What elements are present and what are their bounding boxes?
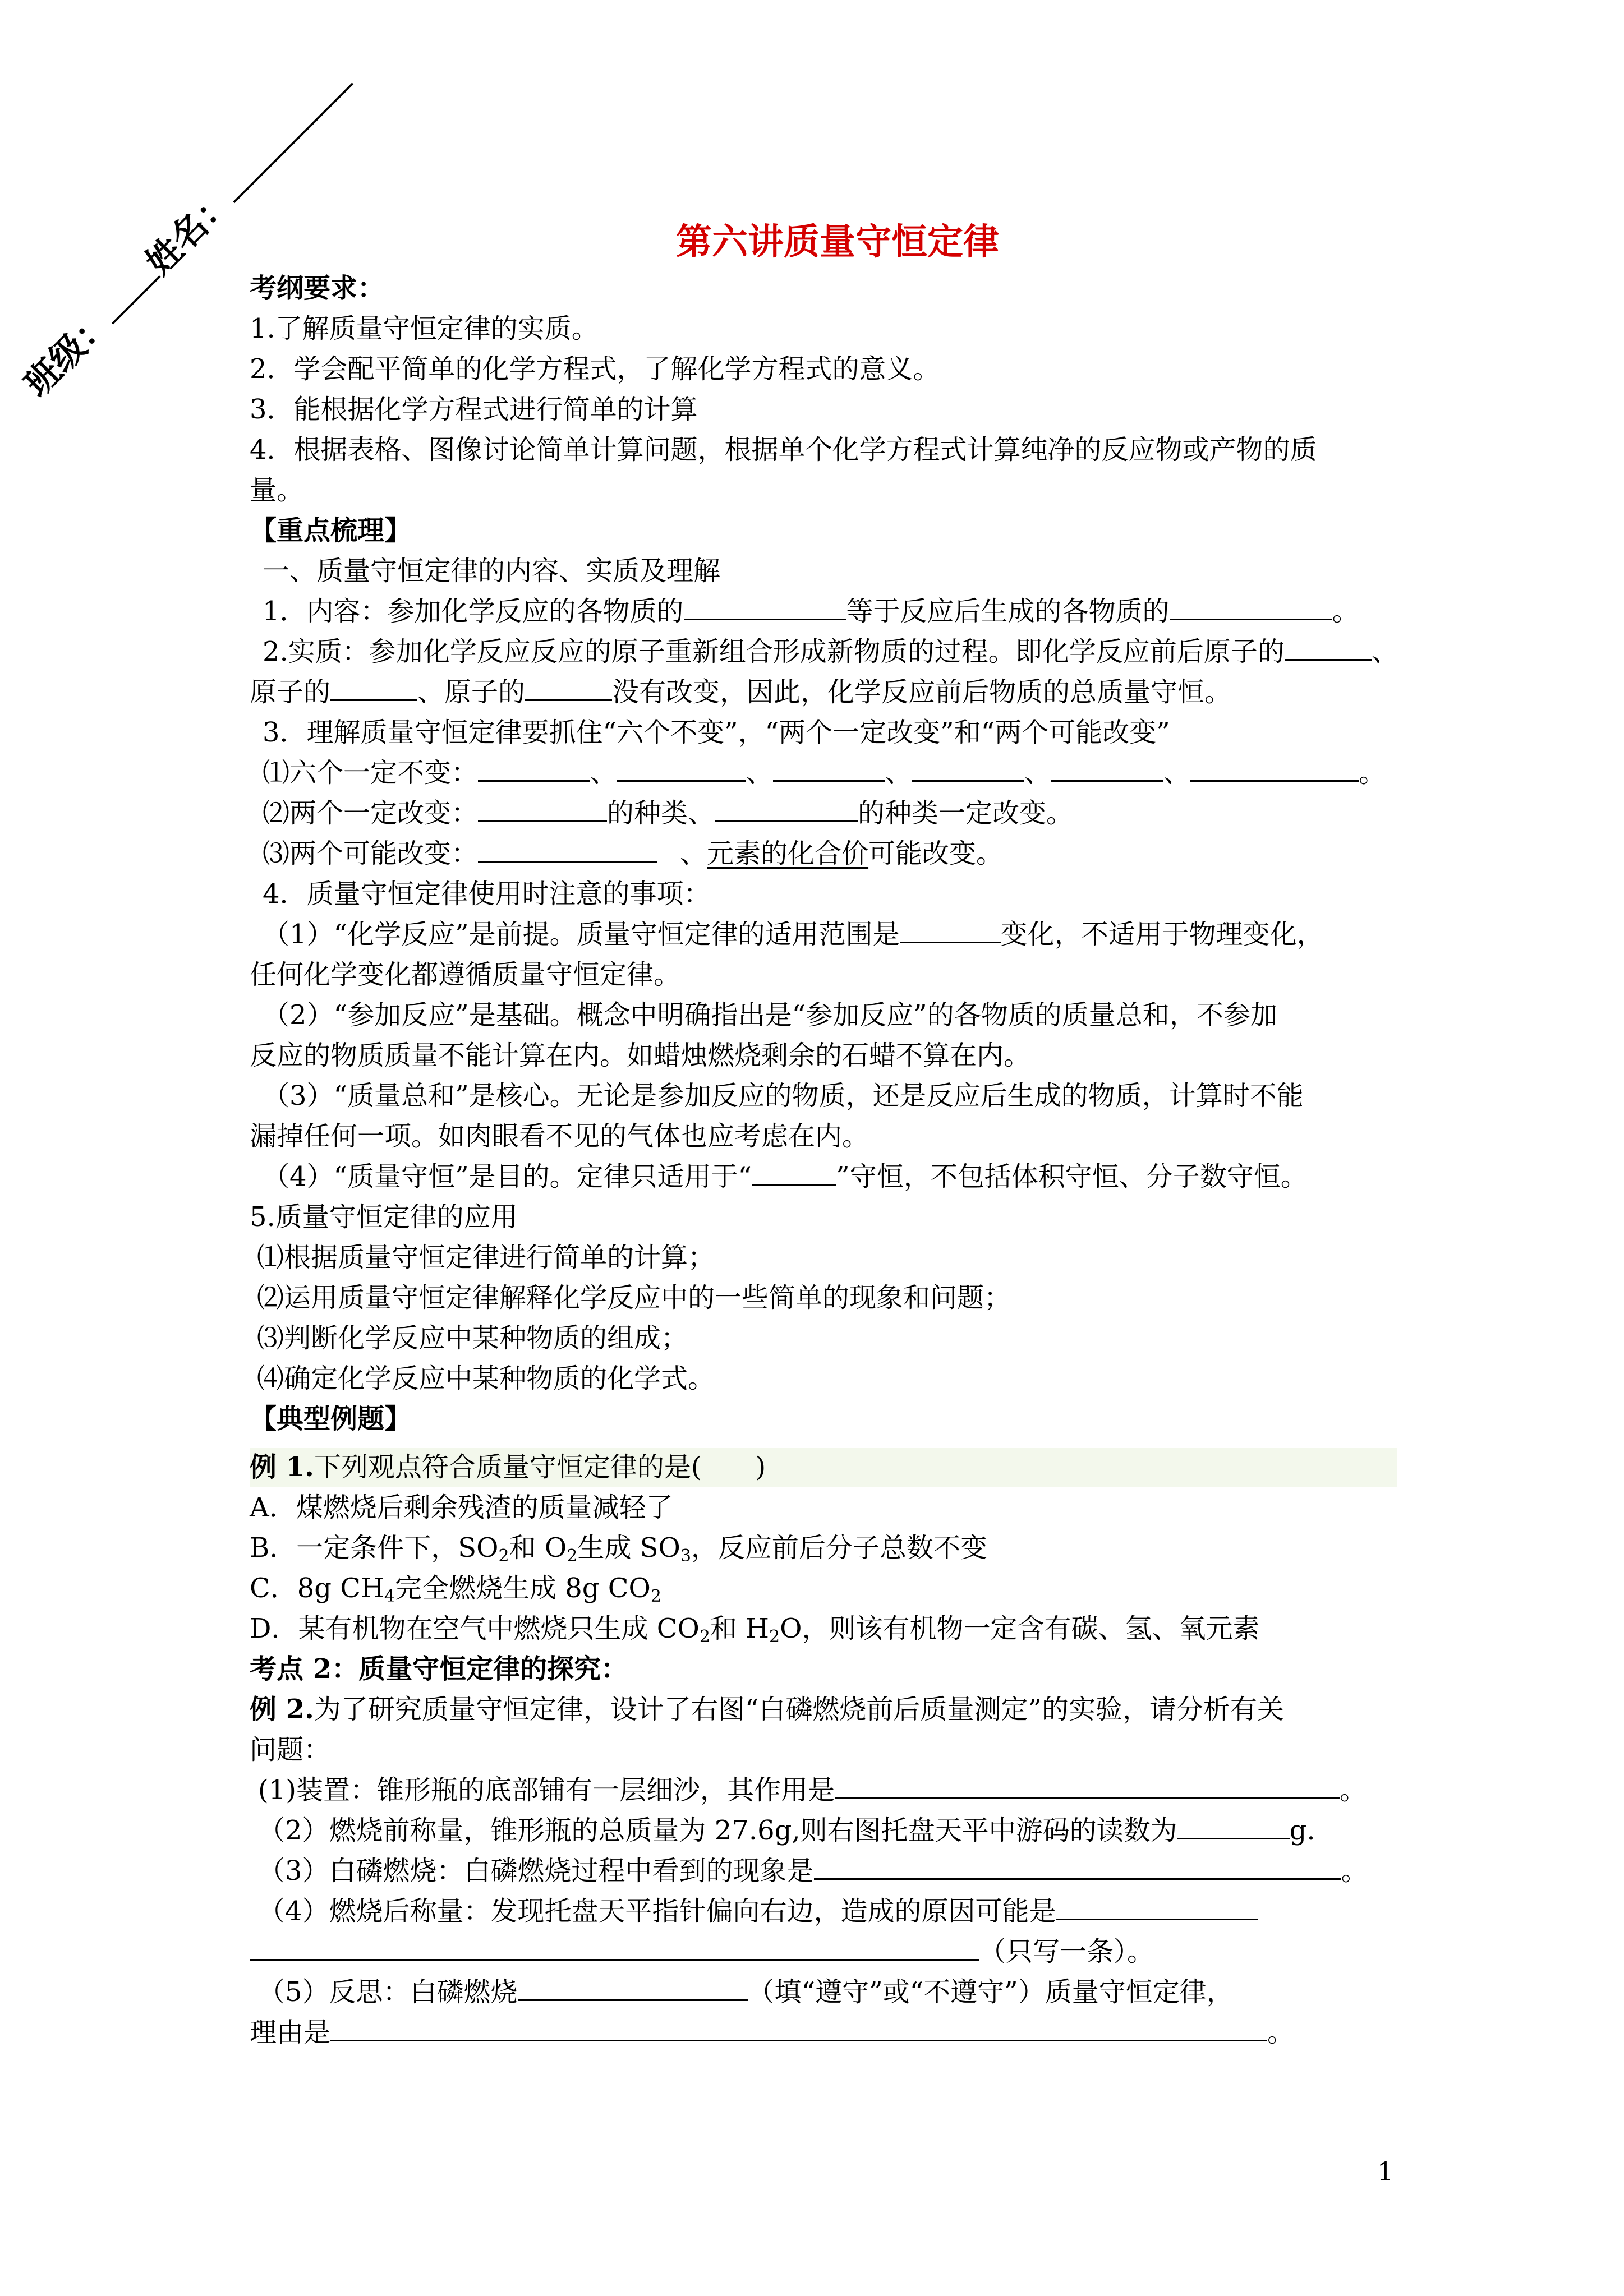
- text: （填“遵守”或“不遵守”）质量守恒定律，: [747, 1976, 1234, 2008]
- fill-blank[interactable]: [518, 1975, 748, 2001]
- text: ”守恒，不包括体积守恒、分子数守恒。: [836, 1161, 1308, 1192]
- fill-blank[interactable]: [478, 755, 590, 782]
- content-line: 问题：: [250, 1734, 331, 1765]
- fill-blank[interactable]: [478, 796, 607, 822]
- content-line: [263, 836, 1003, 872]
- content-line: （2）“参加反应”是基础。概念中明确指出是“参加反应”的各物质的质量总和，不参加: [263, 999, 1277, 1031]
- text: 。: [1341, 1855, 1368, 1887]
- content-line: [263, 593, 1359, 629]
- question-4: [258, 1893, 1258, 1929]
- text: 理由是: [250, 2017, 331, 2048]
- text: 、: [590, 757, 618, 789]
- underlined-text: 元素的化合价: [707, 838, 869, 869]
- content-line: ⑵运用质量守恒定律解释化学反应中的一些简单的现象和问题；: [257, 1282, 1011, 1313]
- question-2: [258, 1813, 1315, 1848]
- class-blank[interactable]: [96, 260, 161, 325]
- text: 为了研究质量守恒定律，设计了右图“白磷燃烧前后质量测定”的实验，请分析有关: [314, 1694, 1284, 1725]
- class-label: 班级：: [16, 301, 119, 404]
- syllabus-item: 2．学会配平简单的化学方程式，了解化学方程式的意义。: [250, 353, 940, 385]
- question-5-cont: [250, 2014, 1294, 2050]
- text: D．某有机物在空气中燃烧只生成 CO: [250, 1613, 700, 1644]
- subscript: 2: [498, 1546, 509, 1566]
- fill-blank[interactable]: [330, 2015, 1267, 2041]
- text: 可能改变。: [868, 838, 1004, 869]
- question-1: [258, 1772, 1367, 1808]
- question-5: [258, 1974, 1234, 2010]
- text: g.: [1289, 1815, 1315, 1846]
- option-b: [250, 1530, 987, 1574]
- text: O，则该有机物一定含有碳、氢、氧元素: [780, 1613, 1260, 1644]
- example-label: 例 1.: [250, 1451, 314, 1483]
- text: 、原子的: [417, 676, 526, 708]
- option-d: [250, 1611, 1260, 1655]
- fill-blank[interactable]: [912, 755, 1024, 782]
- fill-blank[interactable]: [250, 1934, 979, 1961]
- subscript: 4: [384, 1587, 395, 1606]
- content-line: 任何化学变化都遵循质量守恒定律。: [250, 959, 681, 990]
- kp2-heading: 考点 2：质量守恒定律的探究：: [250, 1653, 628, 1685]
- text: ⑴六个一定不变：: [263, 757, 479, 789]
- text: 等于反应后生成的各物质的: [846, 596, 1170, 627]
- text: 没有改变，因此，化学反应前后物质的总质量守恒。: [612, 676, 1232, 708]
- text: 生成 SO: [577, 1532, 680, 1564]
- text: 。: [1332, 596, 1359, 627]
- fill-blank[interactable]: [1051, 755, 1163, 782]
- fill-blank[interactable]: [1285, 634, 1372, 661]
- page-title: 第六讲质量守恒定律: [676, 222, 999, 263]
- content-line: ⑴根据质量守恒定律进行简单的计算；: [257, 1242, 715, 1273]
- fill-blank[interactable]: [752, 1159, 836, 1186]
- text: 的种类、: [607, 797, 715, 829]
- subscript: 2: [699, 1627, 710, 1647]
- content-line: 反应的物质质量不能计算在内。如蜡烛燃烧剩余的石蜡不算在内。: [250, 1040, 1031, 1071]
- question-3: [258, 1853, 1368, 1889]
- text: （2）燃烧前称量，锥形瓶的总质量为 27.6g,则右图托盘天平中游码的读数为: [258, 1815, 1177, 1846]
- fill-blank[interactable]: [1190, 755, 1359, 782]
- subscript: 2: [769, 1627, 780, 1647]
- fill-blank[interactable]: [684, 594, 846, 620]
- text: ⑶两个可能改变：: [263, 838, 479, 869]
- text: 原子的: [250, 676, 331, 708]
- content-line: [250, 674, 1231, 710]
- text: 和 H: [710, 1613, 770, 1644]
- syllabus-item: 1.了解质量守恒定律的实质。: [250, 313, 599, 344]
- text: 下列观点符合质量守恒定律的是( ): [314, 1451, 766, 1483]
- syllabus-item: 3．能根据化学方程式进行简单的计算: [250, 394, 698, 425]
- content-line: [263, 916, 1324, 952]
- fill-blank[interactable]: [900, 917, 1001, 943]
- fill-blank[interactable]: [617, 755, 746, 782]
- text: （5）反思：白磷燃烧: [258, 1976, 518, 2008]
- syllabus-item: 量。: [250, 474, 304, 506]
- fill-blank[interactable]: [715, 796, 858, 822]
- text: 。: [1267, 2017, 1295, 2048]
- text: （4）“质量守恒”是目的。定律只适用于“: [263, 1161, 752, 1192]
- text: 、: [1371, 636, 1398, 667]
- fill-blank[interactable]: [1177, 1813, 1290, 1839]
- key-points-heading: 【重点梳理】: [250, 515, 412, 546]
- fill-blank[interactable]: [835, 1773, 1340, 1799]
- examples-heading: 【典型例题】: [250, 1403, 412, 1435]
- text: 1．内容：参加化学反应的各物质的: [263, 596, 684, 627]
- example-2-question: [250, 1691, 1284, 1727]
- name-label: 姓名：: [137, 180, 241, 283]
- example-1-question: [250, 1449, 766, 1485]
- subscript: 3: [680, 1546, 691, 1566]
- content-line: [263, 795, 1073, 831]
- example-label: 例 2.: [250, 1694, 314, 1725]
- fill-blank[interactable]: [814, 1854, 1341, 1880]
- text: ⑵两个一定改变：: [263, 797, 479, 829]
- text: （只写一条）。: [979, 1936, 1154, 1967]
- text: （1）“化学反应”是前提。质量守恒定律的适用范围是: [263, 919, 900, 950]
- fill-blank[interactable]: [773, 755, 885, 782]
- syllabus-item: 4．根据表格、图像讨论简单计算问题，根据单个化学方程式计算纯净的反应物或产物的质: [250, 434, 1317, 465]
- text: 、: [1163, 757, 1191, 789]
- name-blank[interactable]: [217, 67, 353, 203]
- content-line: 5.质量守恒定律的应用: [250, 1201, 518, 1233]
- fill-blank[interactable]: [525, 675, 612, 701]
- content-line: ⑷确定化学反应中某种物质的化学式。: [257, 1363, 715, 1394]
- text: 和 O: [509, 1532, 567, 1564]
- content-line: 3．理解质量守恒定律要抓住“六个不变”，“两个一定改变”和“两个可能改变”: [263, 717, 1170, 748]
- text: 、: [1024, 757, 1052, 789]
- content-line: [263, 755, 1386, 791]
- content-line: 4．质量守恒定律使用时注意的事项：: [263, 878, 711, 910]
- text: 、: [746, 757, 774, 789]
- text: 、: [680, 838, 707, 869]
- text: （4）燃烧后称量：发现托盘天平指针偏向右边，造成的原因可能是: [258, 1896, 1056, 1927]
- fill-blank[interactable]: [330, 675, 417, 701]
- content-line: [263, 1159, 1308, 1195]
- content-line: 漏掉任何一项。如肉眼看不见的气体也应考虑在内。: [250, 1121, 869, 1152]
- text: 变化，不适用于物理变化，: [1000, 919, 1324, 950]
- content-line: ⑶判断化学反应中某种物质的组成；: [257, 1322, 688, 1354]
- text: ，反应前后分子总数不变: [691, 1532, 987, 1564]
- section-heading: 一、质量守恒定律的内容、实质及理解: [263, 555, 721, 587]
- option-c: [250, 1570, 661, 1615]
- text: 完全燃烧生成 8g CO: [394, 1573, 651, 1604]
- page-number: 1: [1377, 2156, 1394, 2187]
- fill-blank[interactable]: [1170, 594, 1332, 620]
- text: (1)装置：锥形瓶的底部铺有一层细沙，其作用是: [258, 1774, 835, 1806]
- content-line: （3）“质量总和”是核心。无论是参加反应的物质，还是反应后生成的物质，计算时不能: [263, 1080, 1304, 1112]
- subscript: 2: [650, 1587, 661, 1606]
- text: 。: [1340, 1774, 1367, 1806]
- text: B．一定条件下，SO: [250, 1532, 499, 1564]
- text: C．8g CH: [250, 1573, 384, 1604]
- question-4-cont: [250, 1934, 1154, 1970]
- content-line: [263, 634, 1398, 670]
- subscript: 2: [567, 1546, 578, 1566]
- option-a: A．煤燃烧后剩余残渣的质量减轻了: [250, 1492, 673, 1523]
- text: （3）白磷燃烧：白磷燃烧过程中看到的现象是: [258, 1855, 814, 1887]
- text: 。: [1359, 757, 1386, 789]
- text: 、: [885, 757, 913, 789]
- fill-blank[interactable]: [1056, 1894, 1258, 1920]
- fill-blank[interactable]: [478, 836, 657, 863]
- text: 的种类一定改变。: [858, 797, 1074, 829]
- text: 2.实质：参加化学反应反应的原子重新组合形成新物质的过程。即化学反应前后原子的: [263, 636, 1285, 667]
- syllabus-heading: 考纲要求：: [250, 273, 385, 304]
